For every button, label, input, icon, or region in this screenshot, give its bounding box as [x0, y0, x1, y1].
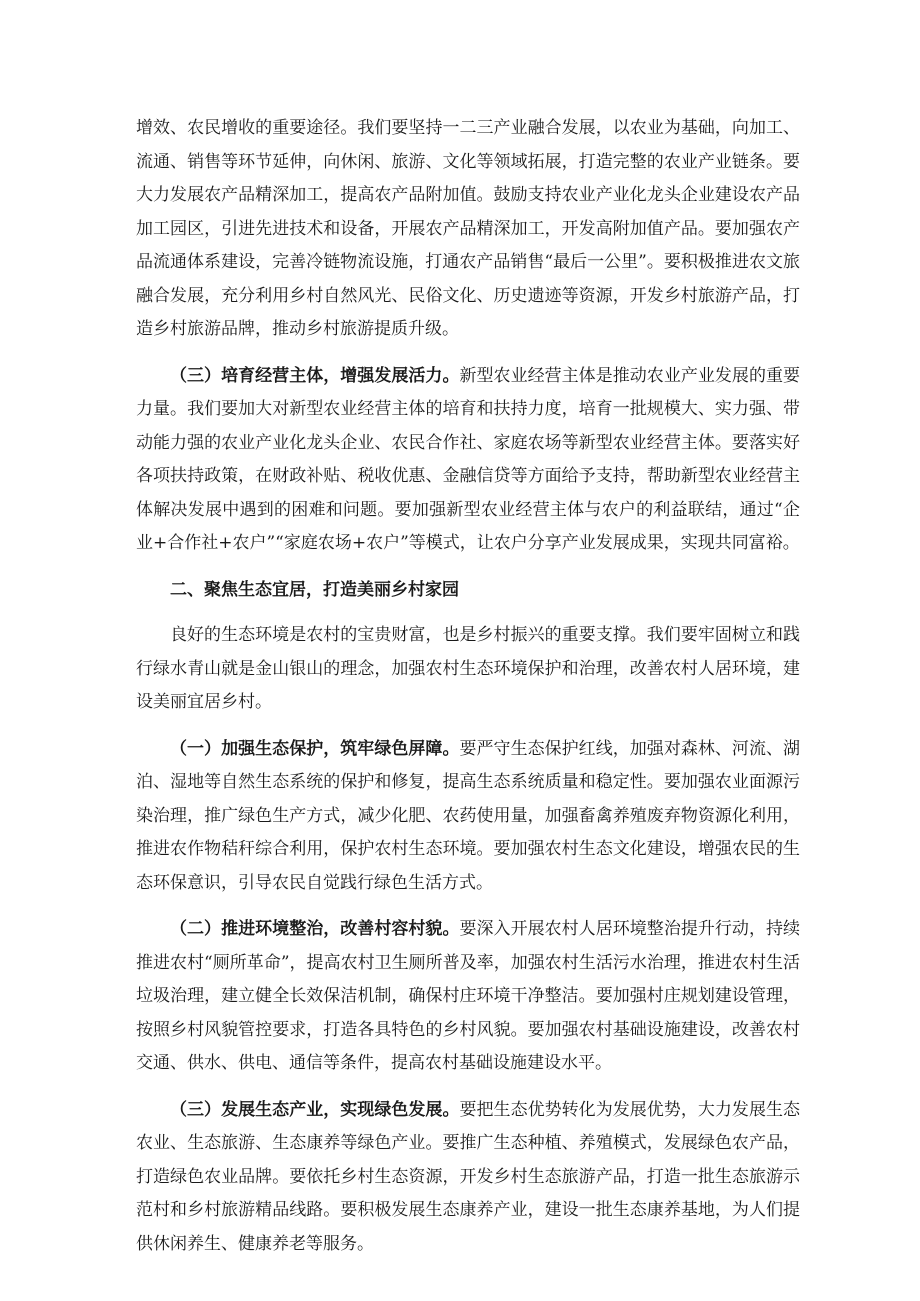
paragraph-ecological-protection — [136, 733, 800, 901]
paragraph-lead: （二）推进环境整治，改善村容村貌。 — [170, 919, 460, 939]
paragraph-ecology-intro — [136, 619, 800, 720]
paragraph-operating-entities — [136, 360, 800, 561]
paragraph-lead: （三）发展生态产业，实现绿色发展。 — [170, 1099, 460, 1120]
paragraph-lead: （三）培育经营主体，增强发展活力。 — [170, 365, 460, 386]
paragraph-text: 要严守生态保护红线，加强对森林、河流、湖泊、湿地等自然生态系统的保护和修复，提高生态系统质量和稳定性。要加强农业面源污染治理，推广绿色生产方式，减少化肥、农药使用量，加强畜禽养殖废弃物资源化利用，推进农作物秸秆综合利用，保护农村生态环境。要加强农村生态文化建设，增强农民的生态环保意识，引导农民自觉践行绿色生活方式。 — [136, 738, 801, 893]
section-heading-ecology: 二、聚焦生态宜居，打造美丽乡村家园 — [170, 579, 459, 600]
paragraph-industry-integration — [136, 112, 800, 347]
paragraph-text: 新型农业经营主体是推动农业产业发展的重要力量。我们要加大对新型农业经营主体的培育和扶持力度，培育一批规模大、实力强、带动能力强的农业产业化龙头企业、农民合作社、家庭农场等新型农业经营主体。要落实好各项扶持政策，在财政补贴、税收优惠、金融信贷等方面给予支持，帮助新型农业经营主体解决发展中遇到的困难和问题。要加强新型农业经营主体与农户的利益联结，通过“企业+合作社+农户”“家庭农场+农户”等模式，让农户分享产业发展成果，实现共同富裕。 — [136, 365, 801, 553]
paragraph-lead: （一）加强生态保护，筑牢绿色屏障。 — [170, 738, 460, 759]
paragraph-environment-improvement — [136, 913, 800, 1081]
document-body — [136, 112, 800, 1274]
paragraph-text: 良好的生态环境是农村的宝贵财富，也是乡村振兴的重要支撑。我们要牢固树立和践行绿水青山就是金山银山的理念，加强农村生态环境保护和治理，改善农村人居环境，建设美丽宜居乡村。 — [136, 625, 800, 712]
paragraph-text: 要把生态优势转化为发展优势，大力发展生态农业、生态旅游、生态康养等绿色产业。要推广生态种植、养殖模式，发展绿色农产品，打造绿色农业品牌。要依托乡村生态资源，开发乡村生态旅游产品，打造一批生态旅游示范村和乡村旅游精品线路。要积极发展生态康养产业，建设一批生态康养基地，为人们提供休闲养生、健康养老等服务。 — [136, 1099, 801, 1254]
paragraph-text: 要深入开展农村人居环境整治提升行动，持续推进农村“厕所革命”，提高农村卫生厕所普及率，加强农村生活污水治理，推进农村生活垃圾治理，建立健全长效保洁机制，确保村庄环境干净整洁。要加强村庄规划建设管理，按照乡村风貌管控要求，打造各具特色的乡村风貌。要加强农村基础设施建设，改善农村交通、供水、供电、通信等条件，提高农村基础设施建设水平。 — [136, 919, 801, 1073]
paragraph-text: 增效、农民增收的重要途径。我们要坚持一二三产业融合发展，以农业为基础，向加工、流通、销售等环节延伸，向休闲、旅游、文化等领域拓展，打造完整的农业产业链条。要大力发展农产品精深加工，提高农产品附加值。鼓励支持农业产业化龙头企业建设农产品加工园区，引进先进技术和设备，开展农产品精深加工，开发高附加值产品。要加强农产品流通体系建设，完善冷链物流设施，打通农产品销售“最后一公里”。要积极推进农文旅融合发展，充分利用乡村自然风光、民俗文化、历史遗迹等资源，开发乡村旅游产品，打造乡村旅游品牌，推动乡村旅游提质升级。 — [136, 118, 800, 339]
paragraph-ecological-industry — [136, 1094, 800, 1262]
